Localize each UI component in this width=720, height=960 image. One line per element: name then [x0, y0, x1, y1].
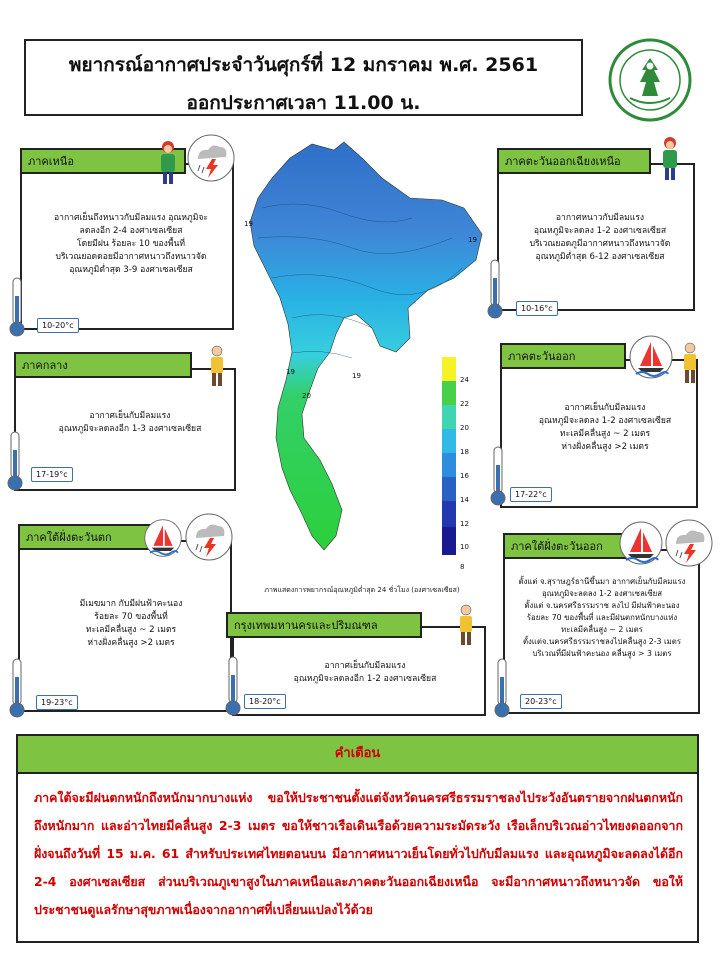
- region-title-east: ภาคตะวันออก: [500, 343, 626, 369]
- thunderstorm-icon: [184, 512, 234, 562]
- region-text-bangkok: อากาศเย็นกับมีลมแรง อุณหภูมิจะลดลงอีก 1-2 องศาเซลเซียส: [293, 661, 437, 684]
- thermometer-icon: [490, 445, 506, 507]
- temperature-range-south-east: 20-23°c: [520, 694, 562, 709]
- sailboat-waves-icon: [618, 520, 664, 566]
- region-text-south-east: ตั้งแต่ จ.สุราษฎร์ธานีขึ้นมา อากาศเย็นกับมีลมแรง อุณหภูมิจะลดลง 1-2 องศาเซลเซียส ตั้งแต่ จ.นครศรีธรรมราช ลงไป มีฝนฟ้าคะนอง ร้อยละ 70 ของพื้นที่ และมีฝนตกหนักบางแห่ง ทะเลมีคลื่นสูง ~ 2 เมตร ตั้งแต่จ.นครศรีธรรมราชลงไปคลื่นสูง 2-3 เมตร บริเวณที่มีฝนฟ้าคะนอง คลื่นสูง > 3 เมตร: [518, 577, 686, 658]
- thermometer-icon: [9, 276, 25, 338]
- contour-label: 19: [352, 372, 361, 380]
- temperature-legend-bar: [440, 357, 458, 555]
- thunderstorm-icon: [664, 518, 714, 568]
- contour-label: 19: [244, 220, 253, 228]
- region-text-central: อากาศเย็นกับมีลมแรง อุณหภูมิจะลดลงอีก 1-3 องศาเซลเซียส: [58, 411, 202, 434]
- contour-label: 19: [468, 236, 477, 244]
- tmd-logo: [608, 38, 692, 122]
- thermometer-icon: [9, 657, 25, 719]
- person-warm-clothes-icon: [655, 135, 685, 185]
- thermometer-icon: [7, 430, 23, 492]
- region-title-central: ภาคกลาง: [14, 352, 192, 378]
- legend-tick: 10: [460, 543, 469, 551]
- sailboat-waves-icon: [143, 515, 183, 561]
- forecast-title: พยากรณ์อากาศประจำวันศุกร์ที่ 12 มกราคม พ.ศ. 2561: [68, 54, 539, 76]
- region-title-northeast: ภาคตะวันออกเฉียงเหนือ: [497, 148, 651, 174]
- legend-tick: 16: [460, 472, 469, 480]
- legend-tick: 8: [460, 563, 465, 571]
- legend-tick: 24: [460, 376, 469, 384]
- forecast-title-box: [24, 39, 583, 116]
- issue-time: ออกประกาศเวลา 11.00 น.: [186, 92, 421, 114]
- region-title-south-east: ภาคใต้ฝั่งตะวันออก: [503, 533, 627, 559]
- legend-tick: 22: [460, 400, 469, 408]
- map-caption: ภาพแสดงการพยากรณ์อุณหภูมิต่ำสุด 24 ชั่วโมง (องศาเซลเซียส): [264, 586, 460, 594]
- region-title-south-west: ภาคใต้ฝั่งตะวันตก: [18, 524, 174, 550]
- sailboat-waves-icon: [628, 334, 674, 380]
- region-text-south-west: มีเมฆมาก กับมีฝนฟ้าคะนอง ร้อยละ 70 ของพื้นที่ ทะเลมีคลื่นสูง ~ 2 เมตร ห่างฝั่งคลื่นสูง >2 เมตร: [79, 599, 183, 648]
- temperature-range-east: 17-22°c: [510, 487, 552, 502]
- warning-body: ภาคใต้จะมีฝนตกหนักถึงหนักมากบางแห่ง ขอให้ประชาชนตั้งแต่จังหวัดนครศรีธรรมราชลงไประวังอันตรายจากฝนตกหนักถึงหนักมาก และอ่าวไทยมีคลื่นสูง 2-3 เมตร ขอให้ชาวเรือเดินเรือด้วยความระมัดระวัง เรือเล็กบริเวณอ่าวไทยงดออกจากฝั่งจนถึงวันที่ 15 ม.ค. 61 สำหรับประเทศไทยตอนบน มีอากาศหนาวเย็นโดยทั่วไปกับมีลมแรง และอุณหภูมิจะลดลงได้อีก 2-4 องศาเซลเซียส ส่วนบริเวณภูเขาสูงในภาคเหนือและภาคตะวันออกเฉียงเหนือ จะมีอากาศหนาวถึงหนาวจัด ขอให้ประชาชนดูแลรักษาสุขภาพเนื่องจากอากาศที่เปลี่ยนแปลงไว้ด้วย: [16, 774, 699, 943]
- temperature-range-northeast: 10-16°c: [516, 301, 558, 316]
- region-text-east: อากาศเย็นกับมีลมแรง อุณหภูมิจะลดลง 1-2 องศาเซลเซียส ทะเลมีคลื่นสูง ~ 2 เมตร ห่างฝั่งคลื่นสูง >2 เมตร: [538, 403, 672, 452]
- person-warm-clothes-icon: [153, 139, 183, 189]
- person-light-clothes-icon: [206, 344, 228, 388]
- region-text-north: อากาศเย็นถึงหนาวกับมีลมแรง อุณหภูมิจะ ลดลงอีก 2-4 องศาเซลเซียส โดยมีฝน ร้อยละ 10 ของพื้นที่ บริเวณยอดดอยมีอากาศหนาวถึงหนาวจัด อุณหภูมิต่ำสุด 3-9 องศาเซลเซียส: [53, 213, 209, 275]
- region-title-bangkok: กรุงเทพมหานครและปริมณฑล: [226, 612, 422, 638]
- temperature-range-central: 17-19°c: [31, 467, 73, 482]
- warning-heading: คำเตือน: [16, 734, 699, 774]
- thunderstorm-icon: [186, 133, 236, 183]
- thermometer-icon: [225, 655, 241, 717]
- contour-label: 19: [286, 368, 295, 376]
- thermometer-icon: [494, 657, 510, 719]
- temperature-range-bangkok: 18-20°c: [244, 694, 286, 709]
- legend-tick: 18: [460, 448, 469, 456]
- thermometer-icon: [487, 258, 503, 320]
- person-light-clothes-icon: [679, 341, 701, 385]
- legend-tick: 12: [460, 520, 469, 528]
- legend-tick: 14: [460, 496, 469, 504]
- region-title-north: ภาคเหนือ: [20, 148, 186, 174]
- contour-label: 20: [302, 392, 311, 400]
- temperature-range-south-west: 19-23°c: [36, 695, 78, 710]
- person-light-clothes-icon: [455, 603, 477, 647]
- region-text-northeast: อากาศหนาวกับมีลมแรง อุณหภูมิจะลดลง 1-2 องศาเซลเซียส บริเวณยอดภูมีอากาศหนาวถึงหนาวจัด อุณหภูมิต่ำสุด 6-12 องศาเซลเซียส: [529, 213, 671, 262]
- temperature-range-north: 10-20°c: [37, 318, 79, 333]
- legend-tick: 20: [460, 424, 469, 432]
